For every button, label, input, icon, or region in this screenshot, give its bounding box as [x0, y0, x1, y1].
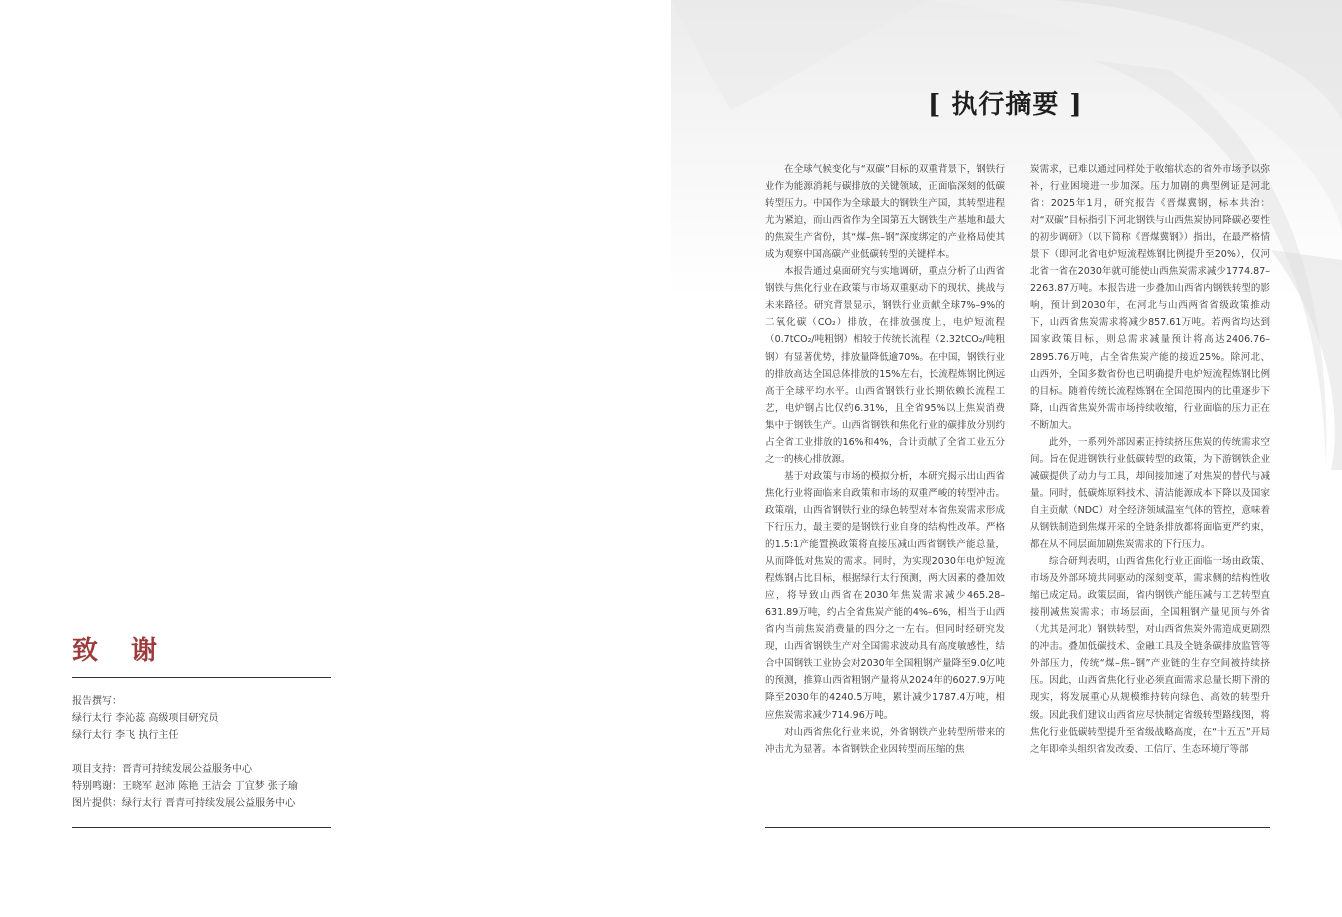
summary-paragraph: 基于对政策与市场的模拟分析，本研究揭示出山西省焦化行业将面临来自政策和市场的双重严峻的转型冲击。政策端，山西省钢铁行业的绿色转型对本省焦炭需求形成下行压力，最主要的是钢铁行业自身的结构性改革。严格的1.5:1产能置换政策将直接压减山西省钢铁产能总量，从而降低对焦炭的需求。同时，为实现2030年电炉短流程炼钢占比目标，根据绿行太行预测，两大因素的叠加效应，将导致山西省在2030年焦炭需求减少465.28–631.89万吨，约占全省焦炭产能的4%–6%，相当于山西省内当前焦炭消费量的四分之一左右。但同时经研究发现，山西省钢铁生产对全国需求波动具有高度敏感性，结合中国钢铁工业协会对2030年全国粗钢产量降至9.0亿吨的预测，推算山西省粗钢产量将从2024年的6027.9万吨降至2030年的4240.5万吨，累计减少1787.4万吨，相应焦炭需求减少714.96万吨。 — [765, 470, 1005, 721]
project-support: 项目支持：晋青可持续发展公益服务中心 — [72, 764, 252, 775]
special-thanks: 特别鸣谢：王晓军 赵沛 陈艳 王洁会 丁宜梦 张子瑜 — [72, 781, 298, 792]
page-bottom-rule — [765, 827, 1270, 828]
title-divider — [72, 677, 331, 678]
summary-paragraph: 此外，一系列外部因素正持续挤压焦炭的传统需求空间。旨在促进钢铁行业低碳转型的政策，为下游钢铁企业减碳提供了动力与工具，却间接加速了对焦炭的替代与减量。同时，低碳炼原料技术、清洁能源成本下降以及国家自主贡献（NDC）对全经济领域温室气体的管控，意味着从钢铁制造到焦煤开采的全链条排放都将面临更严约束，都在从不同层面加剧焦炭需求的下行压力。 — [1030, 436, 1270, 551]
summary-paragraph: 对山西省焦化行业来说，外省钢铁产业转型所带来的冲击尤为显著。本省钢铁企业因转型而压缩的焦 — [765, 726, 1005, 755]
summary-paragraph: 本报告通过桌面研究与实地调研，重点分析了山西省钢铁与焦化行业在政策与市场双重驱动下的现状、挑战与未来路径。研究背景显示，钢铁行业贡献全球7%–9%的二氧化碳（CO₂）排放，在排放强度上，电炉短流程（0.7tCO₂/吨粗钢）相较于传统长流程（2.32tCO₂/吨粗钢）有显著优势，排放量降低逾70%。在中国，钢铁行业的排放高达全国总体排放的15%左右，长流程炼钢比例远高于全球平均水平。山西省钢铁行业长期依赖长流程工艺，电炉钢占比仅约6.31%，且全省95%以上焦炭消费集中于钢铁生产。山西省钢铁和焦化行业的碳排放分别约占全省工业排放的16%和4%，合计贡献了全省工业五分之一的核心排放源。 — [765, 266, 1005, 465]
summary-right-column — [1030, 161, 1270, 758]
photo-credit: 图片提供：绿行太行 晋青可持续发展公益服务中心 — [72, 798, 296, 809]
author-line: 绿行太行 李飞 执行主任 — [72, 730, 179, 741]
authors-block — [72, 693, 218, 744]
summary-paragraph: 在全球气候变化与“双碳”目标的双重背景下，钢铁行业作为能源消耗与碳排放的关键领域，正面临深刻的低碳转型压力。中国作为全球最大的钢铁生产国，其转型进程尤为紧迫，而山西省作为全国第五大钢铁生产基地和最大的焦炭生产省份，其“煤–焦–钢”深度绑定的产业格局使其成为观察中国高碳产业低碳转型的关键样本。 — [765, 164, 1005, 261]
author-line: 绿行太行 李沁蕊 高级项目研究员 — [72, 713, 219, 724]
section-title: [ 执行摘要 ] — [928, 90, 1083, 120]
acknowledgement-title: 致 谢 — [72, 636, 170, 666]
summary-paragraph: 炭需求，已难以通过同样处于收缩状态的省外市场予以弥补，行业困境进一步加深。压力加剧的典型例证是河北省：2025年1月，研究报告《晋煤冀钢，标本共治：对“双碳”目标指引下河北钢铁与山西焦炭协同降碳必要性的初步调研》（以下简称《晋煤冀钢》）指出，在最严格情景下（即河北省电炉短流程炼钢比例提升至20%），仅河北省一省在2030年就可能使山西焦炭需求减少1774.87–2263.87万吨。本报告进一步叠加山西省内钢铁转型的影响，预计到2030年，在河北与山西两省省级政策推动下，山西省焦炭需求将减少857.61万吨。若两省均达到国家政策目标，则总需求减量预计将高达2406.76–2895.76万吨，占全省焦炭产能的接近25%。除河北、山西外，全国多数省份也已明确提升电炉短流程炼钢比例的目标。随着传统长流程炼钢在全国范围内的比重逐步下降，山西省焦炭外需市场持续收缩，行业面临的压力正在不断加大。 — [1030, 164, 1270, 431]
authors-heading: 报告撰写： — [72, 696, 122, 707]
bottom-divider — [72, 827, 331, 828]
summary-left-column — [765, 161, 1005, 758]
support-block — [72, 761, 298, 812]
summary-paragraph: 综合研判表明，山西省焦化行业正面临一场由政策、市场及外部环境共同驱动的深刻变革，需求侧的结构性收缩已成定局。政策层面，省内钢铁产能压减与工艺转型直接削减焦炭需求；市场层面，全国粗钢产量见顶与外省（尤其是河北）钢铁转型，对山西省焦炭外需造成更剧烈的冲击。叠加低碳技术、金融工具及全链条碳排放监管等外部压力，传统“煤–焦–钢”产业链的生存空间被持续挤压。因此，山西省焦化行业必须直面需求总量长期下滑的现实，将发展重心从规模维持转向绿色、高效的转型升级。因此我们建议山西省应尽快制定省级转型路线图，将焦化行业低碳转型提升至省级战略高度，在“十五五”开局之年即牵头组织省发改委、工信厅、生态环境厅等部 — [1030, 556, 1270, 755]
